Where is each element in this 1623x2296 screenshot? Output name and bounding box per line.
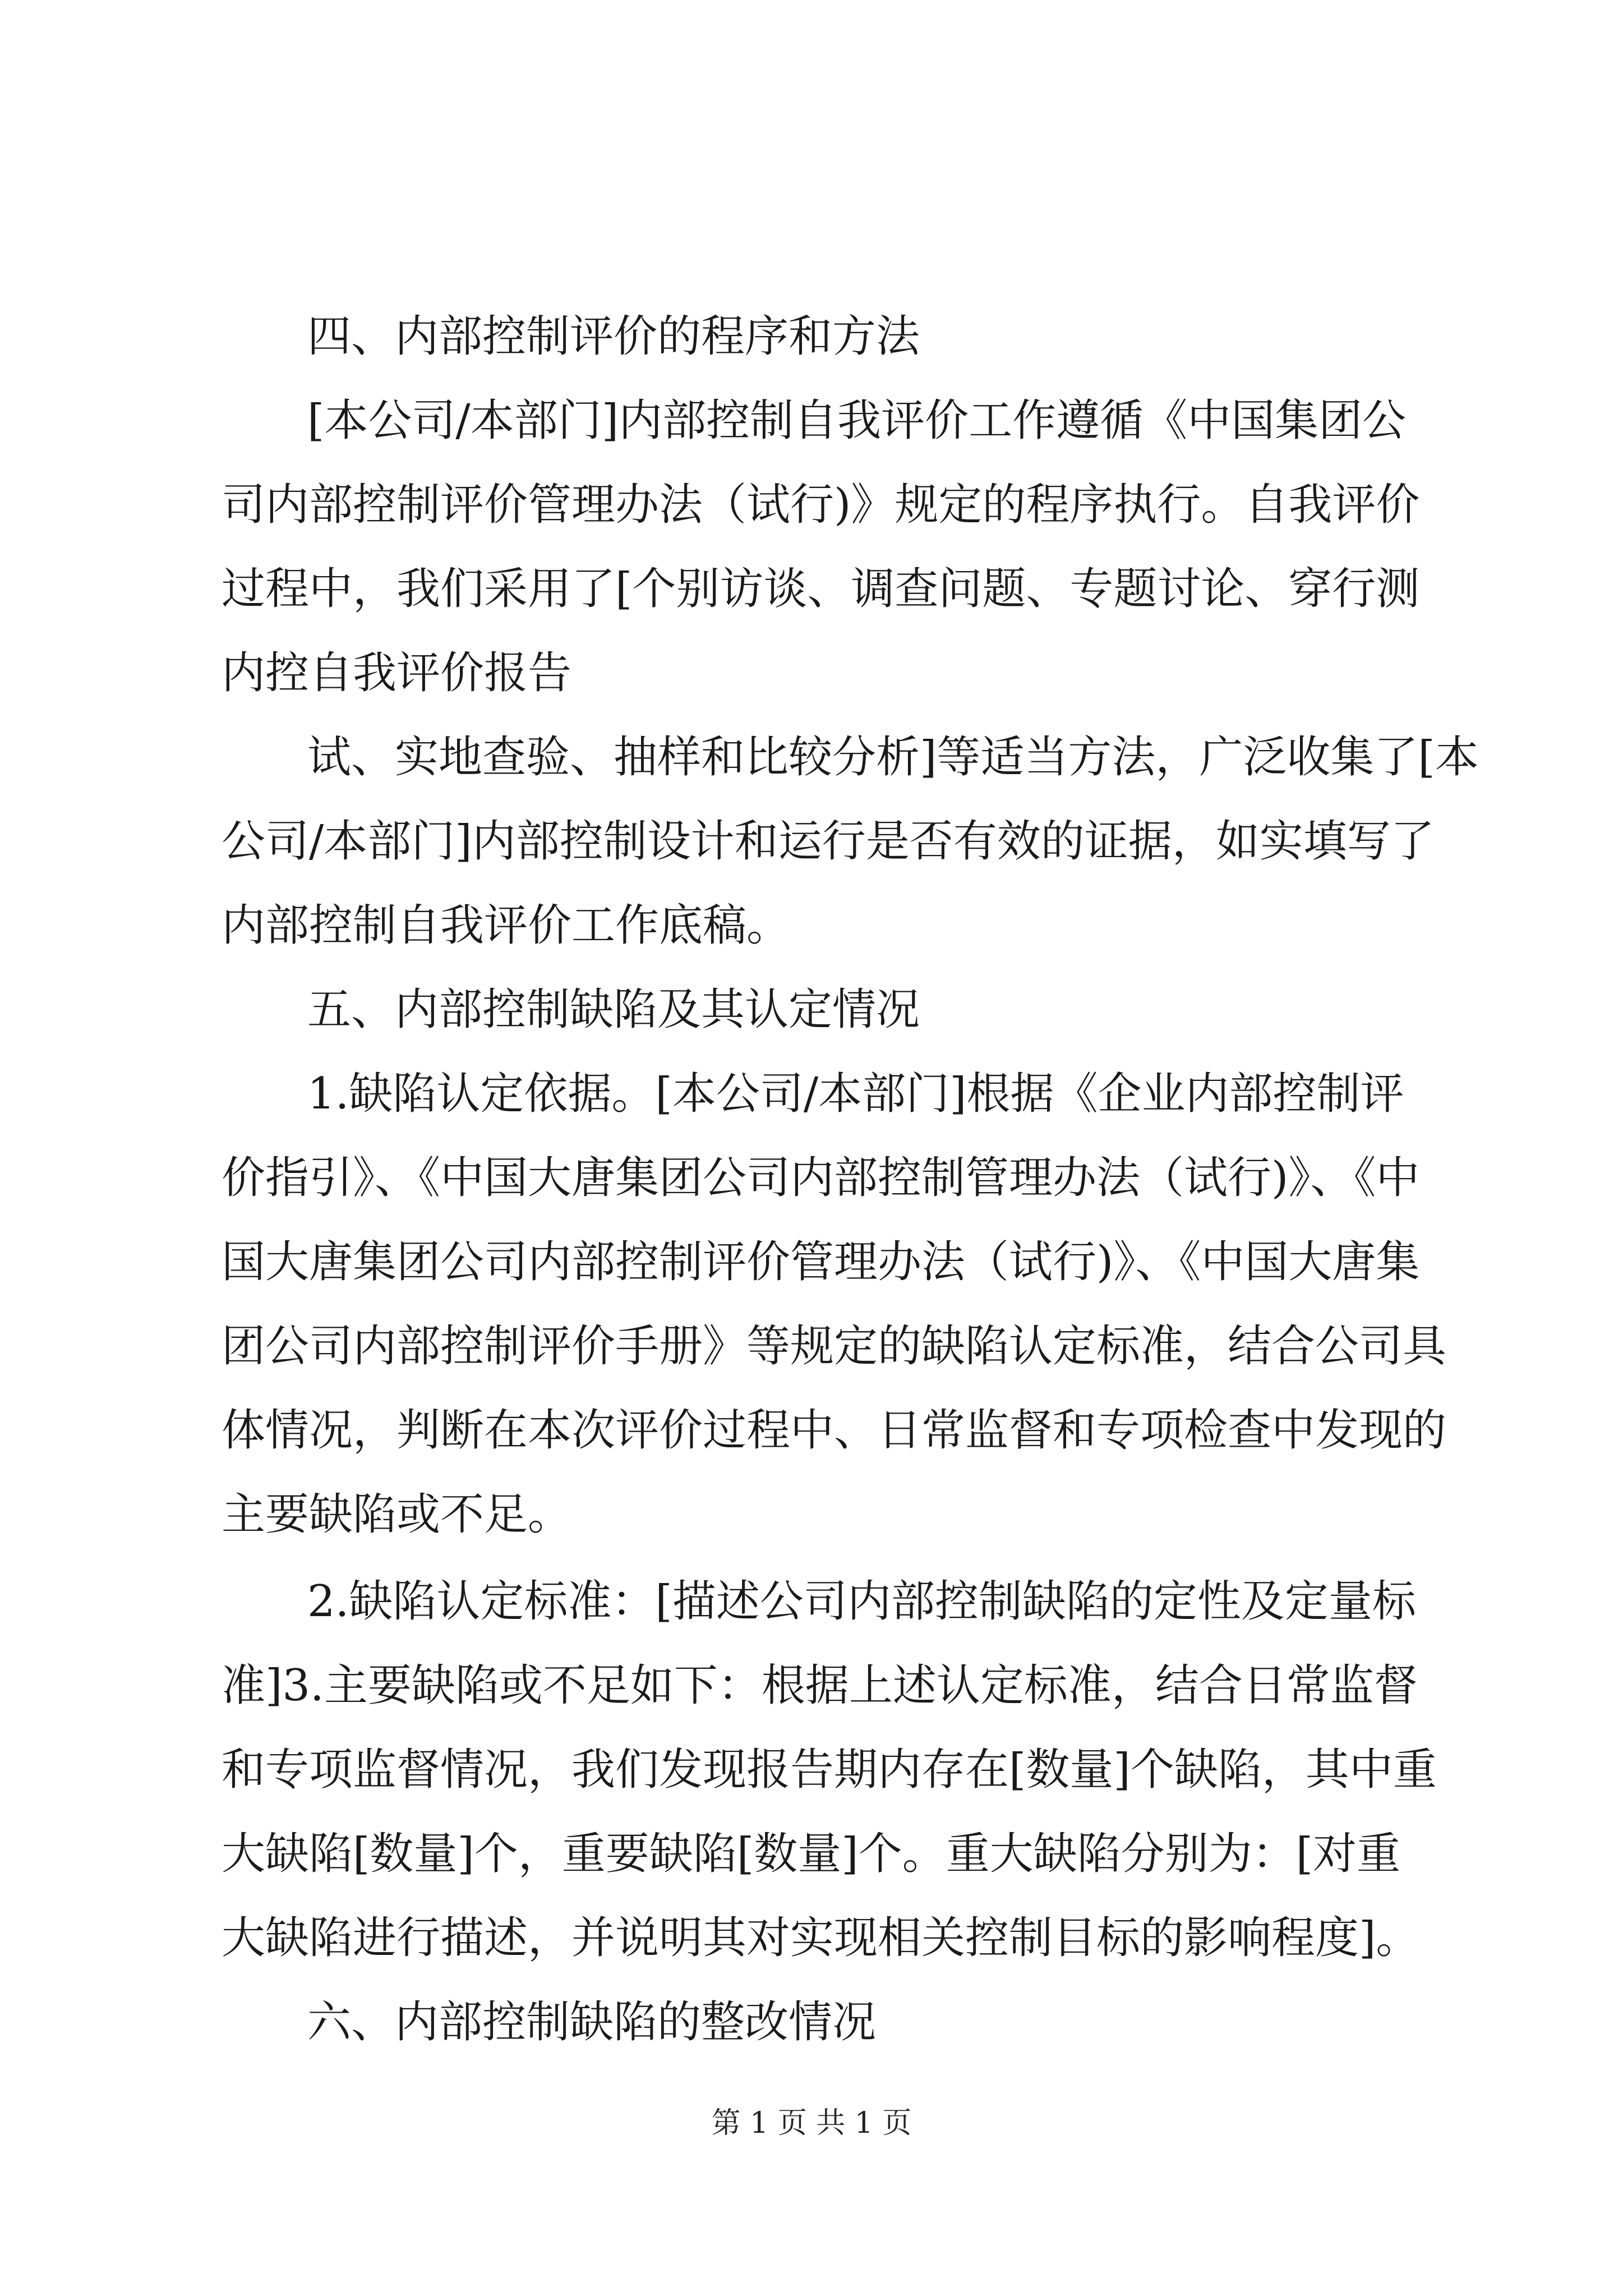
paragraph-line: 和专项监督情况，我们发现报告期内存在[数量]个缺陷，其中重 xyxy=(222,1745,1437,1795)
paragraph-line: 国大唐集团公司内部控制评价管理办法（试行)》、《中国大唐集 xyxy=(222,1237,1420,1287)
paragraph-line: 体情况，判断在本次评价过程中、日常监督和专项检查中发现的 xyxy=(222,1405,1447,1456)
paragraph-line: [本公司/本部门]内部控制自我评价工作遵循《中国集团公 xyxy=(307,395,1407,446)
paragraph-line: 大缺陷进行描述，并说明其对实现相关控制目标的影响程度]。 xyxy=(222,1913,1420,1963)
page-number-footer: 第 1 页 共 1 页 xyxy=(711,2106,912,2140)
paragraph-line: 团公司内部控制评价手册》等规定的缺陷认定标准，结合公司具 xyxy=(222,1321,1447,1372)
paragraph-line: 大缺陷[数量]个，重要缺陷[数量]个。重大缺陷分别为：[对重 xyxy=(222,1829,1401,1879)
paragraph-line: 试、实地查验、抽样和比较分析]等适当方法，广泛收集了[本 xyxy=(307,732,1479,783)
section-heading-rectification: 六、内部控制缺陷的整改情况 xyxy=(307,1997,877,2047)
paragraph-line: 公司/本部门]内部控制设计和运行是否有效的证据，如实填写了 xyxy=(222,816,1435,867)
paragraph-line: 司内部控制评价管理办法（试行)》规定的程序执行。自我评价 xyxy=(222,480,1420,530)
paragraph-line: 价指引》、《中国大唐集团公司内部控制管理办法（试行)》、《中 xyxy=(222,1153,1420,1203)
paragraph-line: 主要缺陷或不足。 xyxy=(222,1489,572,1540)
section-heading-procedures: 四、内部控制评价的程序和方法 xyxy=(307,311,920,362)
section-heading-defects: 五、内部控制缺陷及其认定情况 xyxy=(307,984,920,1035)
paragraph-line: 内部控制自我评价工作底稿。 xyxy=(222,900,791,951)
paragraph-line: 2.缺陷认定标准：[描述公司内部控制缺陷的定性及定量标 xyxy=(307,1576,1416,1627)
paragraph-line: 1.缺陷认定依据。[本公司/本部门]根据《企业内部控制评 xyxy=(307,1069,1404,1119)
paragraph-line: 准]3.主要缺陷或不足如下：根据上述认定标准，结合日常监督 xyxy=(222,1660,1418,1711)
paragraph-line: 过程中，我们采用了[个别访谈、调查问题、专题讨论、穿行测 xyxy=(222,564,1420,614)
document-title-line: 内控自我评价报告 xyxy=(222,648,572,698)
